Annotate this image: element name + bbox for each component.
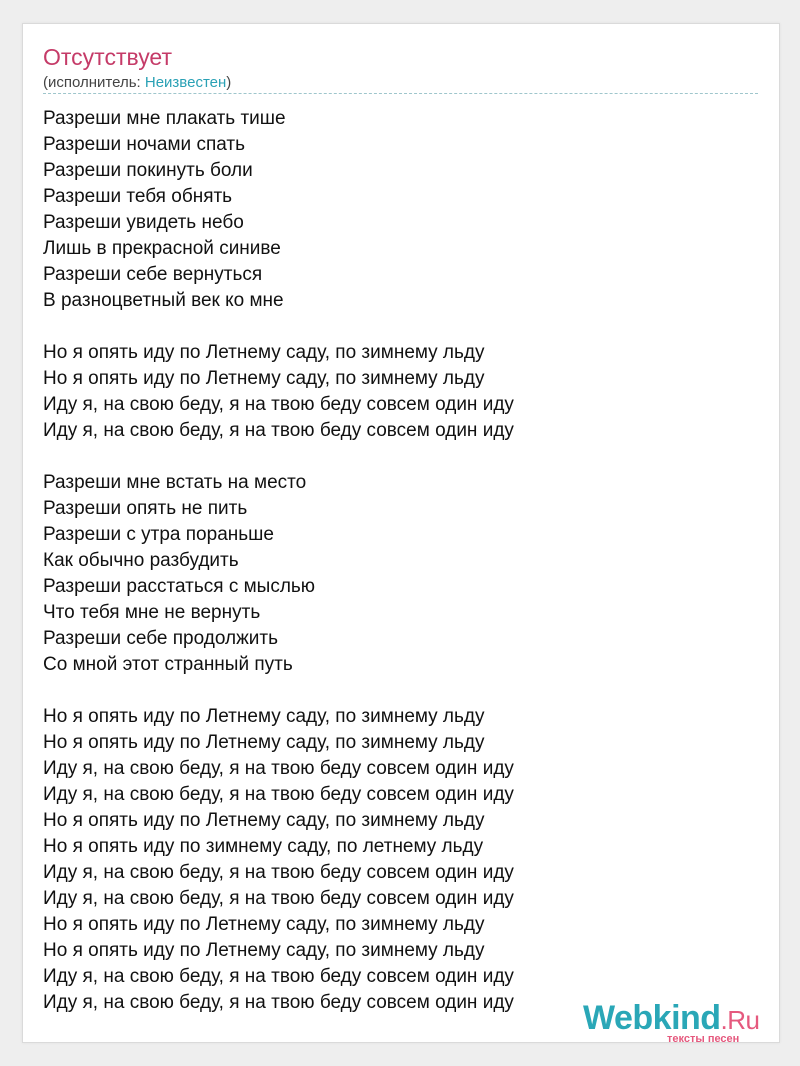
site-logo[interactable] <box>583 999 783 1044</box>
lyric-line: Но я опять иду по Летнему саду, по зимнему льду <box>43 706 485 727</box>
logo-tagline: тексты песен <box>667 1033 740 1045</box>
lyric-line: Иду я, на свою беду, я на твою беду совсем один иду <box>43 888 514 909</box>
lyric-line: Иду я, на свою беду, я на твою беду совсем один иду <box>43 966 514 987</box>
lyric-line: Но я опять иду по Летнему саду, по зимнему льду <box>43 342 485 363</box>
lyric-line: Разреши ночами спать <box>43 134 245 155</box>
lyric-line: Что тебя мне не вернуть <box>43 602 261 623</box>
artist-prefix: (исполнитель: <box>43 74 145 91</box>
lyric-line <box>43 314 743 340</box>
lyric-line: Иду я, на свою беду, я на твою беду совсем один иду <box>43 784 514 805</box>
lyric-line: Иду я, на свою беду, я на твою беду совсем один иду <box>43 394 514 415</box>
lyric-line: Как обычно разбудить <box>43 550 239 571</box>
song-title: Отсутствует <box>43 44 172 70</box>
lyric-line: Разреши покинуть боли <box>43 160 253 181</box>
lyric-line: Иду я, на свою беду, я на твою беду совсем один иду <box>43 992 514 1013</box>
lyric-line: Лишь в прекрасной синиве <box>43 238 281 259</box>
dashed-divider <box>43 93 758 94</box>
lyric-line: Разреши мне плакать тише <box>43 108 286 129</box>
lyric-line: Но я опять иду по зимнему саду, по летнему льду <box>43 836 484 857</box>
lyric-line: Но я опять иду по Летнему саду, по зимнему льду <box>43 940 485 961</box>
artist-suffix: ) <box>226 74 232 91</box>
lyric-line: В разноцветный век ко мне <box>43 290 284 311</box>
lyric-line: Разреши с утра пораньше <box>43 524 274 545</box>
lyrics-text <box>43 106 743 1016</box>
lyric-line <box>43 678 743 704</box>
lyric-line: Разреши опять не пить <box>43 498 248 519</box>
logo-name: Webkind <box>583 999 721 1037</box>
artist-link[interactable]: Неизвестен <box>144 74 227 91</box>
lyric-line: Но я опять иду по Летнему саду, по зимнему льду <box>43 914 485 935</box>
lyric-line: Но я опять иду по Летнему саду, по зимнему льду <box>43 368 485 389</box>
lyric-line: Иду я, на свою беду, я на твою беду совсем один иду <box>43 420 514 441</box>
lyric-line: Разреши мне встать на место <box>43 472 307 493</box>
lyric-line: Но я опять иду по Летнему саду, по зимнему льду <box>43 732 485 753</box>
lyrics-page <box>22 23 780 1043</box>
artist-line <box>43 74 231 92</box>
lyric-line: Но я опять иду по Летнему саду, по зимнему льду <box>43 810 485 831</box>
lyric-line: Иду я, на свою беду, я на твою беду совсем один иду <box>43 862 514 883</box>
lyric-line: Разреши себе вернуться <box>43 264 263 285</box>
logo-tld: .Ru <box>720 1005 760 1035</box>
lyric-line: Со мной этот странный путь <box>43 654 293 675</box>
lyric-line: Разреши увидеть небо <box>43 212 244 233</box>
lyric-line <box>43 444 743 470</box>
lyric-line: Разреши расстаться с мыслью <box>43 576 316 597</box>
lyric-line: Разреши себе продолжить <box>43 628 278 649</box>
lyric-line: Разреши тебя обнять <box>43 186 233 207</box>
lyric-line: Иду я, на свою беду, я на твою беду совсем один иду <box>43 758 514 779</box>
